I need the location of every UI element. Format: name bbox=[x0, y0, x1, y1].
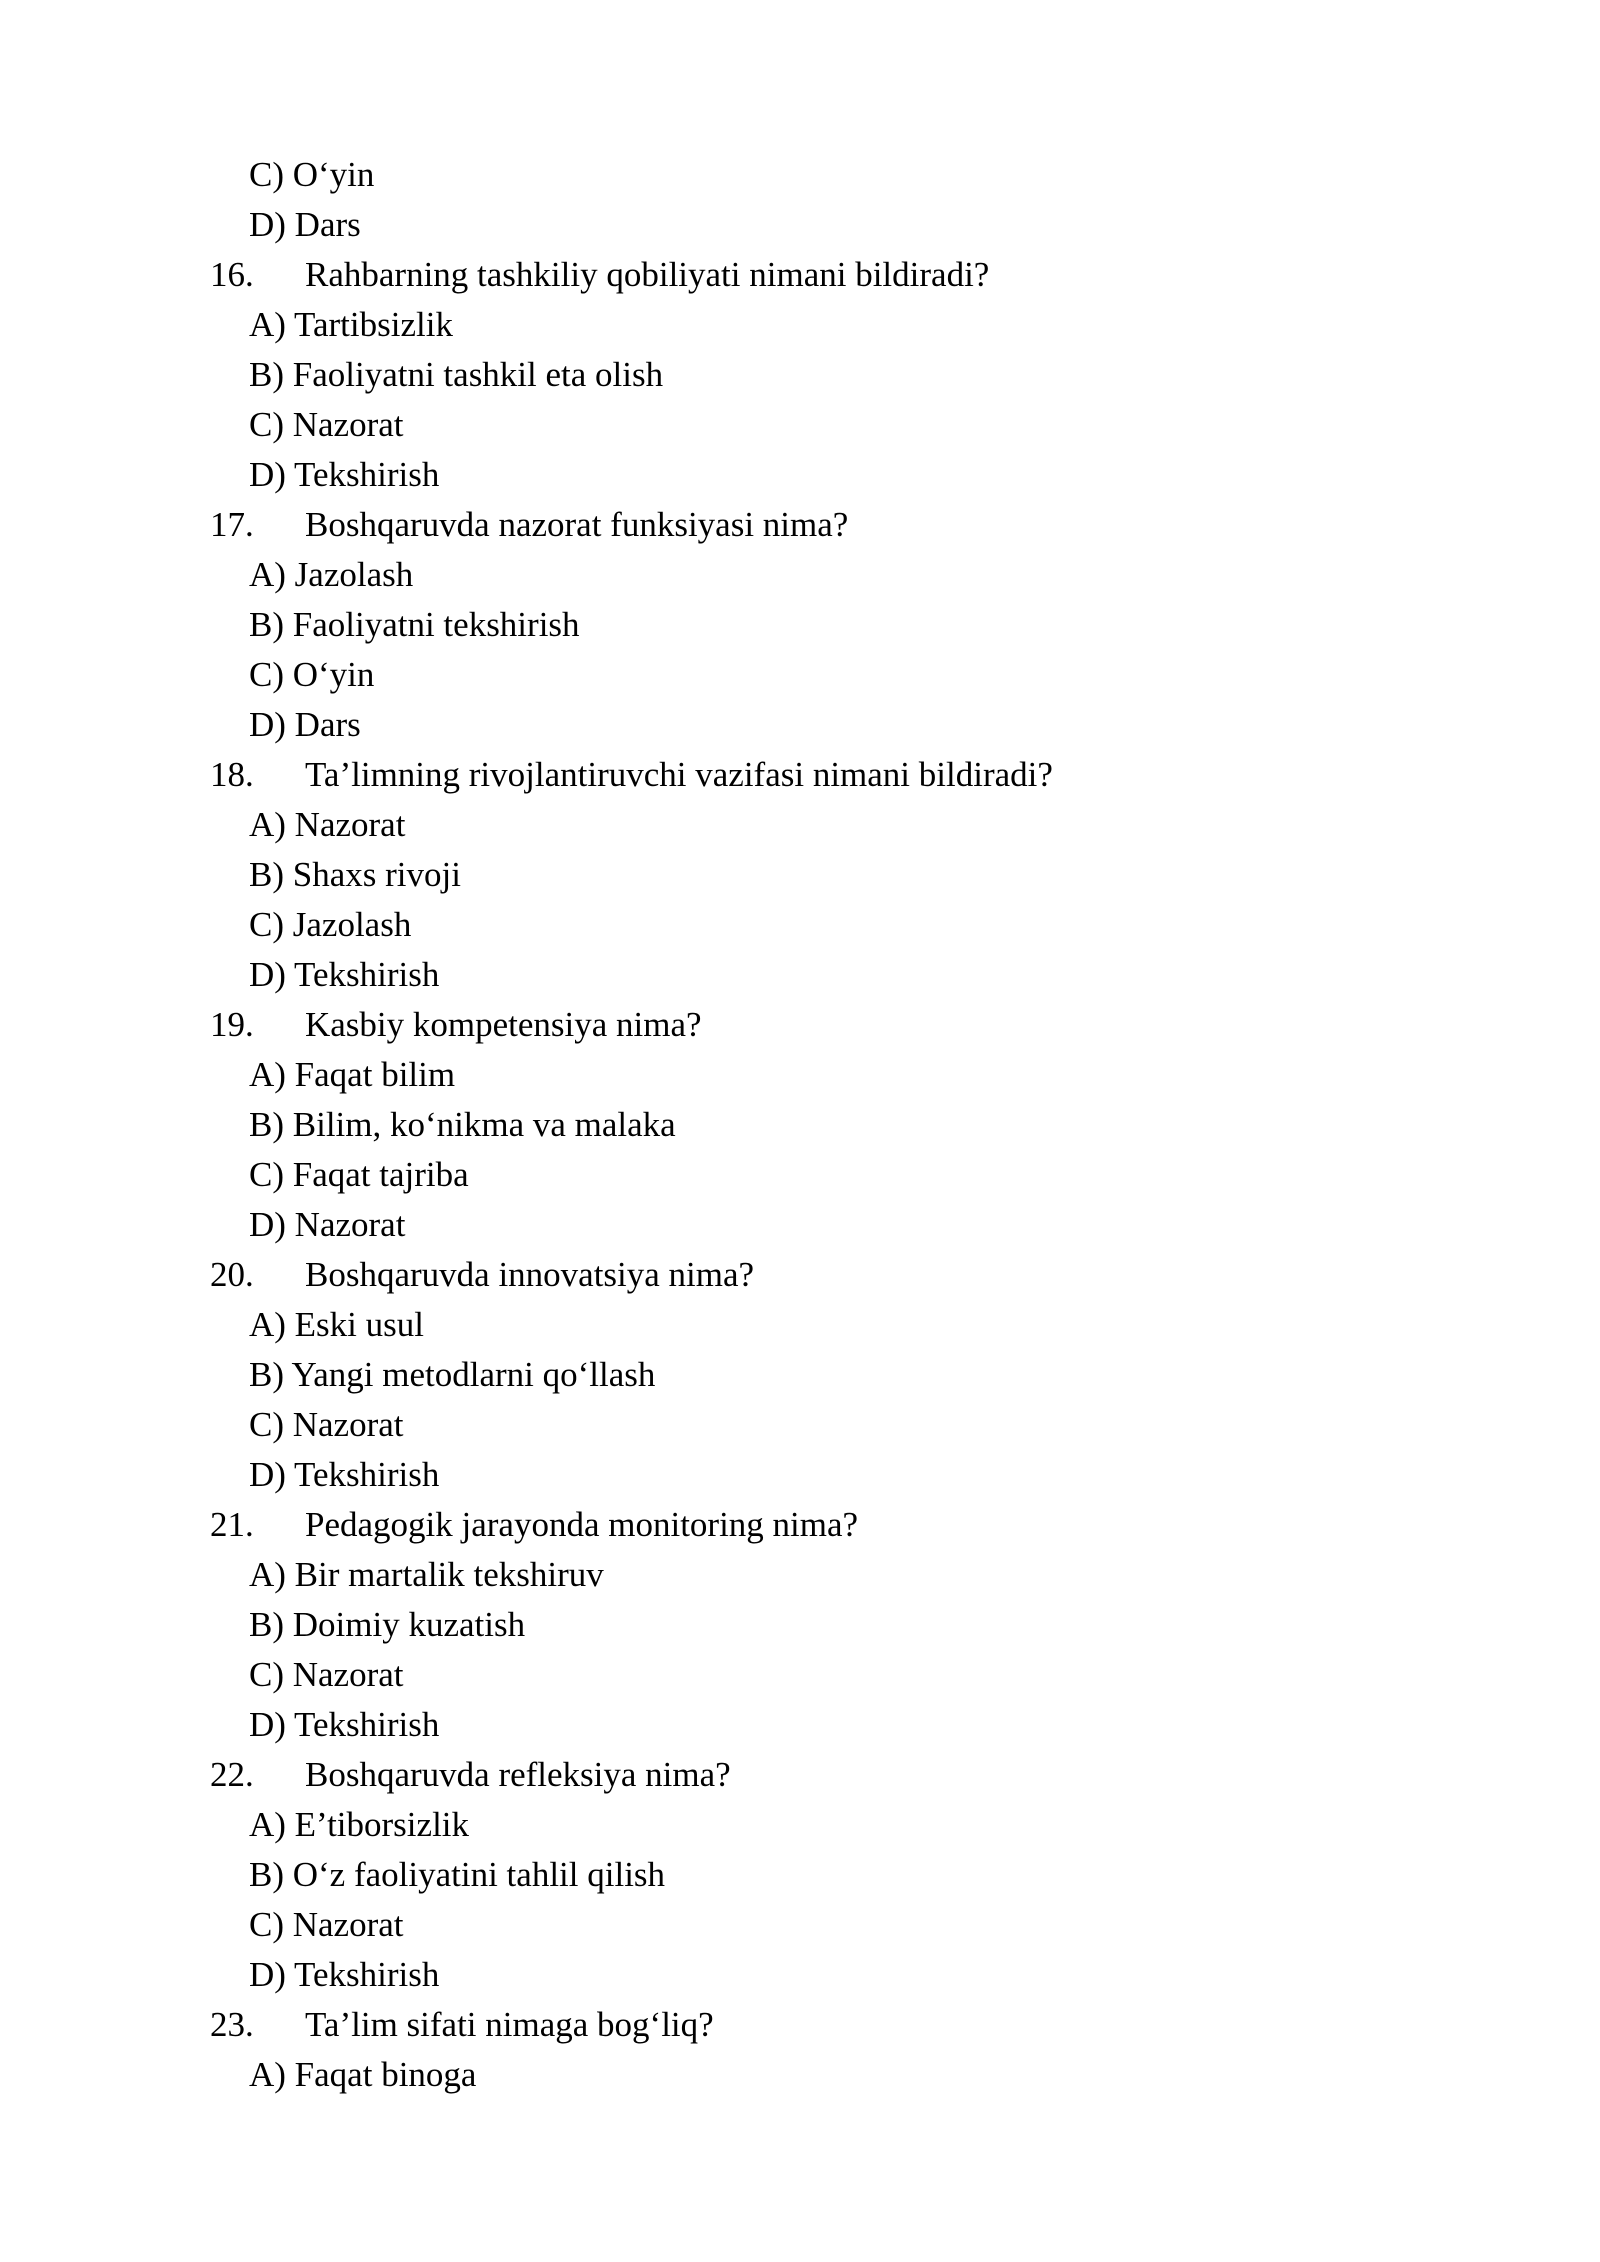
question-number: 21. bbox=[210, 1505, 254, 1544]
answer-option: A) Bir martalik tekshiruv bbox=[249, 1555, 604, 1594]
answer-option: D) Tekshirish bbox=[249, 1455, 440, 1494]
answer-option: B) Faoliyatni tekshirish bbox=[249, 605, 580, 644]
answer-option: B) Shaxs rivoji bbox=[249, 855, 461, 894]
answer-option: B) Bilim, ko‘nikma va malaka bbox=[249, 1105, 676, 1144]
answer-option: A) Faqat binoga bbox=[249, 2055, 477, 2094]
question-text: Kasbiy kompetensiya nima? bbox=[305, 1005, 702, 1044]
answer-option: C) Faqat tajriba bbox=[249, 1155, 469, 1194]
answer-option: A) Faqat bilim bbox=[249, 1055, 456, 1094]
answer-option: D) Tekshirish bbox=[249, 1955, 440, 1994]
answer-option: C) Nazorat bbox=[249, 405, 404, 444]
answer-option: B) Doimiy kuzatish bbox=[249, 1605, 526, 1644]
question-number: 16. bbox=[210, 255, 254, 294]
question-number: 18. bbox=[210, 755, 254, 794]
question-text: Rahbarning tashkiliy qobiliyati nimani bildiradi? bbox=[305, 255, 990, 294]
answer-option: B) O‘z faoliyatini tahlil qilish bbox=[249, 1855, 666, 1894]
answer-option: A) Tartibsizlik bbox=[249, 305, 453, 344]
answer-option: C) Jazolash bbox=[249, 905, 412, 944]
question-number: 17. bbox=[210, 505, 254, 544]
answer-option: D) Tekshirish bbox=[249, 1705, 440, 1744]
answer-option: A) Jazolash bbox=[249, 555, 414, 594]
answer-option: D) Tekshirish bbox=[249, 955, 440, 994]
answer-option: D) Tekshirish bbox=[249, 455, 440, 494]
answer-option: A) E’tiborsizlik bbox=[249, 1805, 470, 1844]
answer-option: C) O‘yin bbox=[249, 155, 375, 194]
answer-option: D) Dars bbox=[249, 705, 361, 744]
answer-option: D) Nazorat bbox=[249, 1205, 406, 1244]
answer-option: B) Faoliyatni tashkil eta olish bbox=[249, 355, 664, 394]
question-number: 22. bbox=[210, 1755, 254, 1794]
answer-option: B) Yangi metodlarni qo‘llash bbox=[249, 1355, 656, 1394]
answer-option: C) O‘yin bbox=[249, 655, 375, 694]
question-text: Ta’lim sifati nimaga bog‘liq? bbox=[305, 2005, 714, 2044]
answer-option: C) Nazorat bbox=[249, 1405, 404, 1444]
question-number: 19. bbox=[210, 1005, 254, 1044]
question-text: Boshqaruvda nazorat funksiyasi nima? bbox=[305, 505, 849, 544]
answer-option: A) Nazorat bbox=[249, 805, 406, 844]
answer-option: C) Nazorat bbox=[249, 1655, 404, 1694]
question-text: Boshqaruvda innovatsiya nima? bbox=[305, 1255, 755, 1294]
answer-option: D) Dars bbox=[249, 205, 361, 244]
question-text: Boshqaruvda refleksiya nima? bbox=[305, 1755, 731, 1794]
question-number: 23. bbox=[210, 2005, 254, 2044]
answer-option: A) Eski usul bbox=[249, 1305, 424, 1344]
answer-option: C) Nazorat bbox=[249, 1905, 404, 1944]
question-number: 20. bbox=[210, 1255, 254, 1294]
question-text: Pedagogik jarayonda monitoring nima? bbox=[305, 1505, 859, 1544]
question-text: Ta’limning rivojlantiruvchi vazifasi nimani bildiradi? bbox=[305, 755, 1053, 794]
